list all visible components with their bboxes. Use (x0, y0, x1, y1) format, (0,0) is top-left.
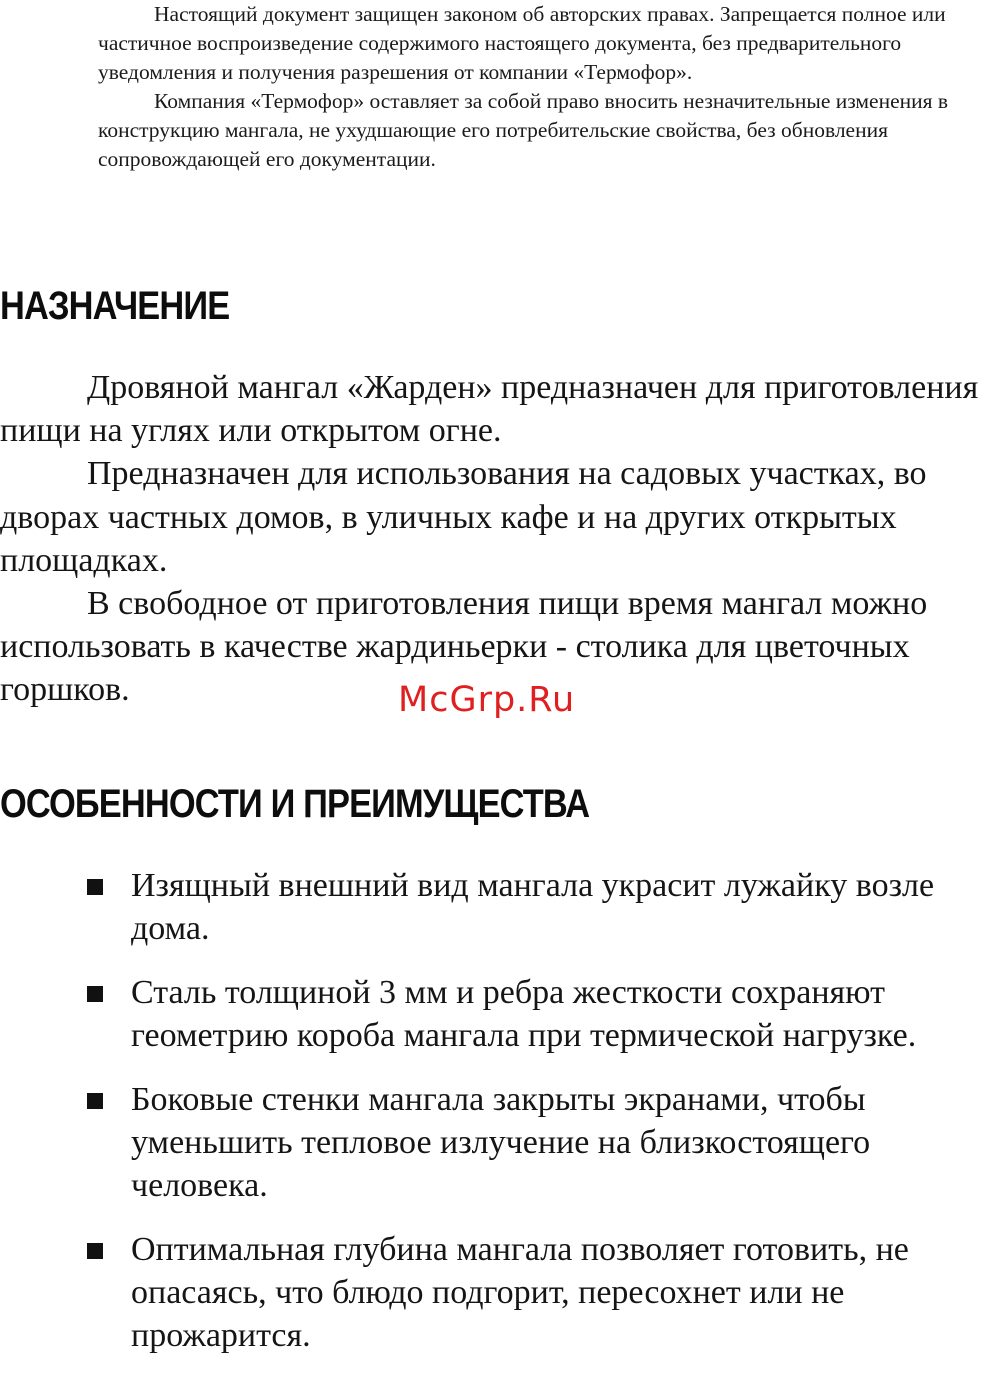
copyright-paragraph: Настоящий документ защищен законом об авторских правах. Запрещается полное или частичное воспроизведение содержимого настоящего документа, без предварительного уведомления и получения разрешения от компании «Термофор». (98, 2, 946, 84)
purpose-paragraph: Дровяной мангал «Жарден» предназначен для приготовления пищи на углях или открытом огне. (0, 369, 979, 450)
purpose-paragraph: В свободное от приготовления пищи время мангал можно использовать в качестве жардиньерки - столика для цветочных горшков. (0, 585, 928, 709)
square-bullet-icon (87, 1093, 103, 1109)
feature-text: Сталь толщиной 3 мм и ребра жесткости сохраняют геометрию короба мангала при термической нагрузке. (131, 974, 917, 1054)
purpose-paragraph: Предназначен для использования на садовых участках, во дворах частных домов, в уличных кафе и на других открытых площадках. (0, 455, 927, 579)
list-item (0, 1228, 984, 1357)
purpose-section (0, 366, 980, 712)
feature-text: Оптимальная глубина мангала позволяет готовить, не опасаясь, что блюдо подгорит, пересохнет или не прожарится. (131, 1231, 909, 1354)
list-item (0, 971, 984, 1057)
square-bullet-icon (87, 879, 103, 895)
features-heading: ОСОБЕННОСТИ И ПРЕИМУЩЕСТВА (0, 782, 590, 826)
square-bullet-icon (87, 986, 103, 1002)
list-item (0, 864, 984, 950)
copyright-notice (98, 0, 968, 174)
copyright-paragraph: Компания «Термофор» оставляет за собой право вносить незначительные изменения в конструкцию мангала, не ухудшающие его потребительские свойства, без обновления сопровождающей его документации. (98, 89, 949, 171)
feature-text: Боковые стенки мангала закрыты экранами, чтобы уменьшить тепловое излучение на близкостоящего человека. (131, 1081, 871, 1204)
list-item (0, 1078, 984, 1207)
features-list (0, 864, 984, 1378)
square-bullet-icon (87, 1243, 103, 1259)
feature-text: Изящный внешний вид мангала украсит лужайку возле дома. (131, 867, 935, 947)
watermark: McGrp.Ru (398, 680, 576, 720)
purpose-heading: НАЗНАЧЕНИЕ (0, 284, 230, 328)
